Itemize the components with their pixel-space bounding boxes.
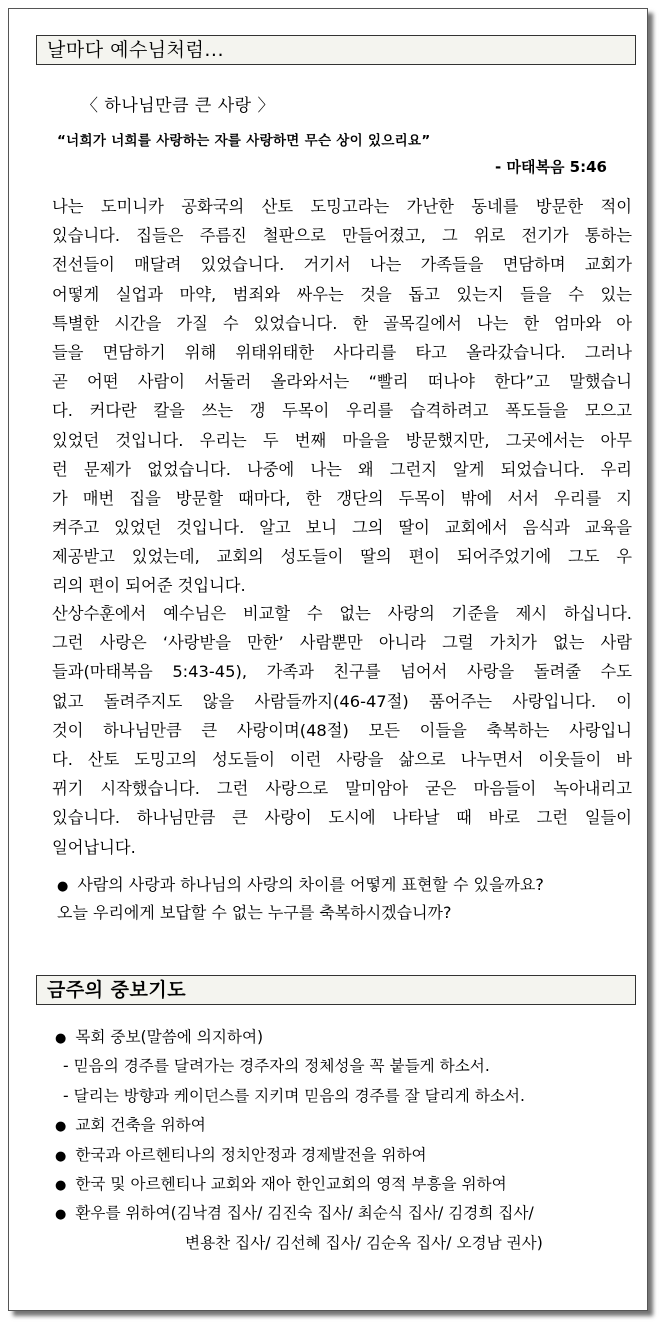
text-line: 들과(마태복음 5:43-45), 가족과 친구를 넘어서 사랑을 돌려줄 수도 [52,662,632,682]
section-header-intercessory-prayer [36,975,636,1005]
text-line: 다. 커다란 칼을 쓰는 갱 두목이 우리를 습격하려고 폭도들을 모으고 [52,401,632,421]
text-line: 켜주고 있었던 것입니다. 알고 보니 그의 딸이 교회에서 음식과 교육을 [52,518,632,538]
prayer-item [55,1023,640,1052]
text-line: 뀌기 시작했습니다. 그런 사랑으로 말미암아 굳은 마음들이 녹아내리고 [52,779,632,799]
prayer-item [55,1141,640,1170]
text-line: 런 문제가 없었습니다. 나중에 나는 왜 그런지 알게 되었습니다. 우리 [52,459,632,479]
text-line: 곧 어떤 사람이 서둘러 올라와서는 “빨리 떠나야 한다”고 말했습니 [52,372,632,392]
bullet-icon: ● [55,1119,67,1135]
prayer-list [55,1023,640,1258]
scripture-reference: - 마태복음 5:46 [495,158,607,176]
text-line: 전선들이 매달려 있었습니다. 거기서 나는 가족들을 면담하며 교회가 [52,255,632,275]
devotion-subtitle: 〈 하나님만큼 큰 사랑 〉 [81,96,275,116]
devotion-paragraph-1 [52,192,632,601]
text-line: 다. 산토 도밍고의 성도들이 이런 사랑을 삶으로 나누면서 이웃들이 바 [52,749,632,769]
bullet-icon: ● [55,1207,67,1223]
prayer-item [55,1170,640,1199]
reflection-question [57,871,637,927]
section-title: 날마다 예수님처럼... [47,39,224,61]
question-text: 사람의 사랑과 하나님의 사랑의 차이를 어떻게 표현할 수 있을까요? [77,875,544,894]
prayer-item [55,1199,640,1228]
prayer-subitem: - 달리는 방향과 케이던스를 지키며 믿음의 경주를 잘 달리게 하소서. [63,1086,525,1105]
bulletin-page [8,8,648,1311]
question-line-1 [57,871,637,899]
question-line-2: 오늘 우리에게 보답할 수 없는 누구를 축복하시겠습니까? [57,903,452,922]
text-line: 특별한 시간을 가질 수 있었습니다. 한 골목길에서 나는 한 엄마와 아 [52,313,632,333]
prayer-item [55,1111,640,1140]
text-line: 어떻게 실업과 마약, 범죄와 싸우는 것을 돕고 있는지 들을 수 있는 [52,284,632,304]
text-line: 리의 편이 되어준 것입니다. [52,576,246,596]
prayer-subitem: - 믿음의 경주를 달려가는 경주자의 정체성을 꼭 붙들게 하소서. [63,1057,490,1076]
text-line: 가 매번 집을 방문할 때마다, 한 갱단의 두목이 밖에 서서 우리를 지 [52,488,632,508]
section-title: 금주의 중보기도 [47,979,187,1001]
prayer-item-text: 한국 및 아르헨티나 교회와 재아 한인교회의 영적 부흥을 위하여 [75,1174,507,1193]
prayer-item-text: 교회 건축을 위하여 [75,1116,206,1135]
bullet-icon: ● [55,1148,67,1164]
text-line: 없고 돌려주지도 않을 사람들까지(46-47절) 품어주는 사랑입니다. 이 [52,691,632,711]
text-line: 산상수훈에서 예수님은 비교할 수 없는 사랑의 기준을 제시 하십니다. [52,604,632,623]
text-line: 일어납니다. [52,837,136,857]
text-line: 것이 하나님만큼 큰 사랑이며(48절) 모든 이들을 축복하는 사랑입니 [52,720,632,740]
bullet-icon: ● [55,1031,67,1046]
text-line: 들을 면담하기 위해 위태위태한 사다리를 타고 올라갔습니다. 그러나 [52,342,632,362]
devotion-paragraph-2 [52,599,632,862]
scripture-quote: “너희가 너희를 사랑하는 자를 사랑하면 무슨 상이 있으리요” [57,133,431,149]
prayer-item-text: 한국과 아르헨티나의 정치안정과 경제발전을 위하여 [75,1145,427,1164]
text-line: 나는 도미니카 공화국의 산토 도밍고라는 가난한 동네를 방문한 적이 [52,197,632,216]
section-header-daily-devotion [36,35,636,65]
prayer-item-text: 목회 중보(말씀에 의지하여) [75,1028,264,1046]
text-line: 제공받고 있었는데, 교회의 성도들이 딸의 편이 되어주었기에 그도 우 [52,547,632,567]
bullet-icon: ● [57,879,69,894]
text-line: 있었던 것입니다. 우리는 두 번째 마을을 방문했지만, 그곳에서는 아무 [52,430,632,450]
text-line: 그런 사랑은 ‘사랑받을 만한’ 사람뿐만 아니라 그럴 가치가 없는 사람 [52,633,632,653]
text-line: 있습니다. 집들은 주름진 철판으로 만들어졌고, 그 위로 전기가 통하는 [52,226,632,246]
text-line: 있습니다. 하나님만큼 큰 사랑이 도시에 나타날 때 바로 그런 일들이 [52,808,632,828]
prayer-item-continuation: 변용찬 집사/ 김선혜 집사/ 김순옥 집사/ 오경남 권사) [185,1233,543,1252]
prayer-item-text: 환우를 위하여(김낙겸 집사/ 김진숙 집사/ 최순식 집사/ 김경희 집사/ [75,1204,534,1223]
bullet-icon: ● [55,1177,67,1193]
